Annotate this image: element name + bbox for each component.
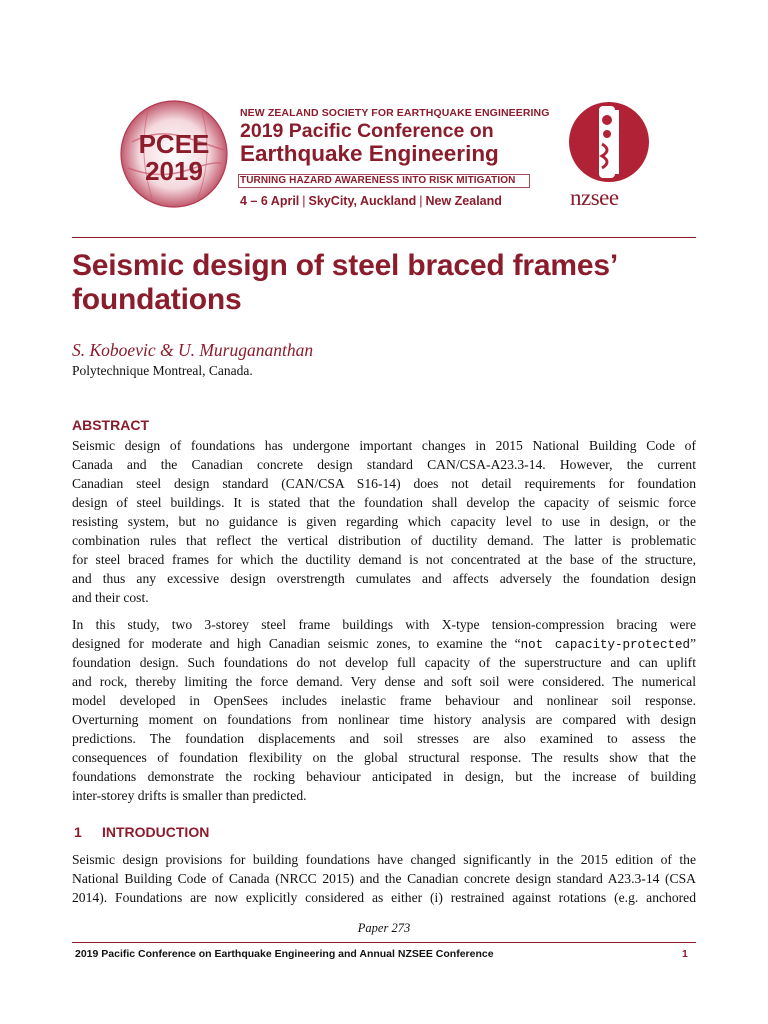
introduction-paragraph-1	[72, 850, 696, 907]
text-line: and their cost.	[72, 590, 149, 605]
separator: |	[302, 194, 306, 208]
paper-title-line2: foundations	[72, 283, 242, 316]
nzsee-emblem-icon	[566, 100, 652, 184]
separator: |	[419, 194, 423, 208]
code-term: not capacity-protected	[520, 638, 690, 652]
text-line: foundation design. Such foundations do not develop full capacity of the superstructure and can uplift	[72, 655, 696, 670]
conference-title-line1: 2019 Pacific Conference on	[240, 120, 494, 142]
text-line: Canada and the Canadian concrete design standard CAN/CSA-A23.3-14. However, the current	[72, 457, 696, 472]
paper-title-line1: Seismic design of steel braced frames’	[72, 249, 618, 282]
logo-text-line2: 2019	[145, 156, 203, 186]
text-line: 2014). Foundations are now explicitly considered as either (i) restrained against rotations (e.g. anchored	[72, 890, 696, 905]
text-line: National Building Code of Canada (NRCC 2015) and the Canadian concrete design standard A23.3-14 (CSA	[72, 871, 696, 886]
footer-divider	[72, 942, 696, 943]
text-line: model developed in OpenSees includes inelastic frame behaviour and nonlinear soil response.	[72, 693, 696, 708]
text-line: Seismic design of foundations has undergone important changes in 2015 National Building Code of	[72, 438, 696, 453]
section-number: 1	[74, 824, 82, 840]
header-divider	[72, 237, 696, 238]
footer-conference: 2019 Pacific Conference on Earthquake Engineering and Annual NZSEE Conference	[75, 948, 494, 960]
text-line: inter-storey drifts is smaller than predicted.	[72, 788, 307, 803]
abstract-heading: ABSTRACT	[72, 417, 149, 433]
text-line: Overturning moment on foundations from nonlinear time history analysis are compared with design	[72, 712, 696, 727]
globe-logo-icon	[118, 98, 230, 210]
conference-dates: 4 – 6 April	[240, 194, 300, 208]
text-line: foundations demonstrate the rocking behaviour anticipated in design, but the increase of building	[72, 769, 696, 784]
nzsee-wordmark: nzsee	[570, 185, 619, 210]
conference-title-line2: Earthquake Engineering	[240, 141, 499, 166]
text-fragment: designed for moderate and high Canadian seismic zones, to examine the “	[72, 636, 521, 651]
logo-text-line1: PCEE	[138, 129, 210, 159]
text-line: predictions. The foundation displacements and soil stresses are also examined to assess the	[72, 731, 696, 746]
affiliation: Polytechnique Montreal, Canada.	[72, 363, 253, 378]
text-line	[72, 634, 696, 653]
text-line: combination rules that reflect the vertical distribution of ductility demand. The latter is problematic	[72, 533, 696, 548]
text-fragment: ”	[689, 636, 697, 651]
abstract-paragraph-1	[72, 436, 696, 607]
conference-tagline: TURNING HAZARD AWARENESS INTO RISK MITIGATION	[240, 175, 516, 186]
abstract-paragraph-2	[72, 615, 696, 805]
text-line: and thus any excessive design overstrength cumulates and affects adversely the foundation design	[72, 571, 696, 586]
text-line: design of steel buildings. It is stated that the foundation shall develop the capacity of seismic force	[72, 495, 696, 510]
page-number: 1	[682, 948, 688, 960]
conference-venue: SkyCity, Auckland	[308, 194, 417, 208]
paper-number: Paper 273	[357, 921, 411, 935]
text-line: Seismic design provisions for building foundations have changed significantly in the 2015 edition of the	[72, 852, 696, 867]
text-line: Canadian steel design standard (CAN/CSA S16-14) does not detail requirements for foundation	[72, 476, 696, 491]
conference-country: New Zealand	[425, 194, 502, 208]
text-line: consequences of foundation flexibility on the global structural response. The results show that the	[72, 750, 696, 765]
paper-title	[72, 249, 692, 317]
text-line: resisting system, but no guidance is given regarding which capacity level to use in design, or the	[72, 514, 696, 529]
text-line: and rock, thereby limiting the force demand. Very dense and soft soil were considered. The numerical	[72, 674, 696, 689]
text-line: for steel braced frames for which the ductility demand is not concentrated at the base of the structure,	[72, 552, 696, 567]
text-line: In this study, two 3-storey steel frame buildings with X-type tension-compression bracing were	[72, 617, 696, 632]
conference-dates-venue	[240, 194, 502, 208]
authors: S. Koboevic & U. Murugananthan	[72, 340, 314, 360]
society-name: NEW ZEALAND SOCIETY FOR EARTHQUAKE ENGINEERING	[240, 107, 550, 119]
introduction-heading: INTRODUCTION	[102, 824, 210, 840]
